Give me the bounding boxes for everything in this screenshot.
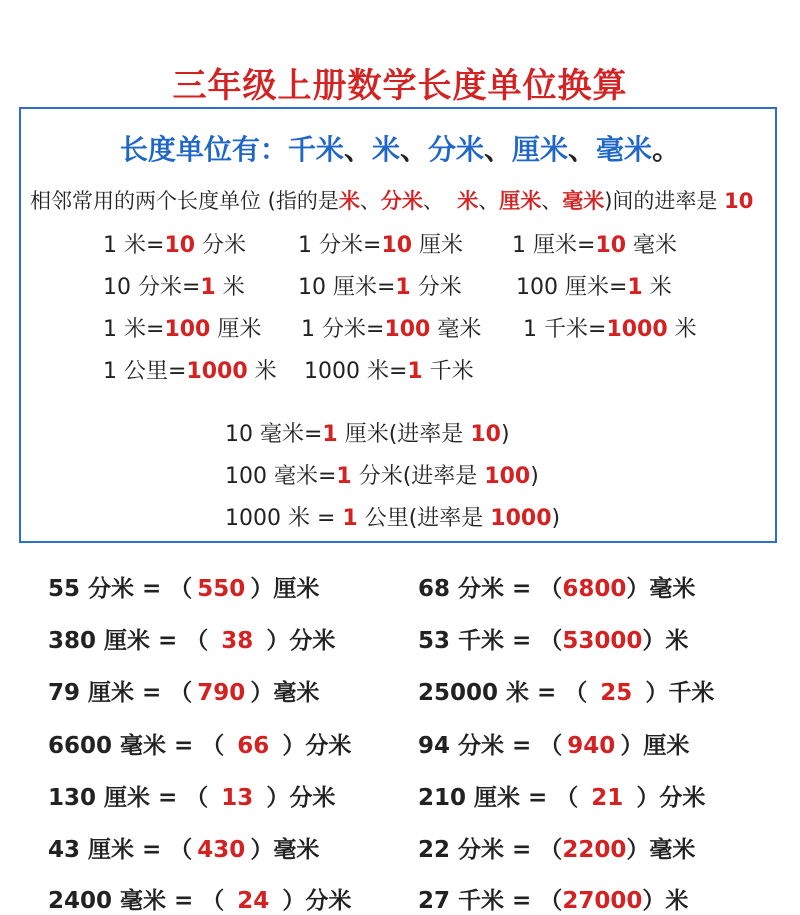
text-segment: 27000 [562, 888, 643, 914]
rate-value: 10 [724, 189, 754, 213]
exercise-item [418, 779, 705, 812]
text-segment: ）分米 [266, 785, 336, 811]
text-segment: ）分米 [636, 785, 706, 811]
equality [298, 270, 462, 301]
separator: 、 [568, 133, 597, 166]
separator: 、 [343, 133, 372, 166]
rate-suffix: )间的进率是 [604, 189, 725, 213]
rate-unit: 米 [338, 189, 360, 213]
text-segment: 100 [384, 317, 431, 342]
text-segment: ）厘米 [250, 576, 320, 602]
exercise-item [48, 779, 335, 812]
text-segment: ）厘米 [620, 733, 690, 759]
rate-equality [225, 501, 560, 532]
text-segment: 1 [342, 506, 358, 531]
text-segment: ）分米 [282, 733, 352, 759]
equality [304, 354, 474, 385]
text-segment: 210 厘米 = （ [418, 785, 579, 811]
rate-prefix: 相邻常用的两个长度单位 (指的是 [30, 189, 339, 213]
text-segment: ）分米 [266, 628, 336, 654]
text-segment: 毫米 [626, 233, 678, 258]
text-segment: 1 米= [103, 233, 165, 258]
text-segment: 米 [667, 317, 697, 342]
text-segment: 10 [595, 233, 627, 258]
text-segment: 100 [484, 464, 531, 489]
separator: 、 [484, 133, 513, 166]
exercise-item [418, 831, 695, 864]
rate-unit: 厘米 [499, 189, 542, 213]
rate-equality [225, 417, 510, 448]
text-segment: ）米 [642, 888, 689, 914]
text-segment: 2200 [562, 837, 627, 863]
text-segment: 79 厘米 = （ [48, 680, 193, 706]
text-segment: ）米 [642, 628, 689, 654]
text-segment: 分米(进率是 [351, 464, 485, 489]
equality [103, 312, 261, 343]
text-segment: 55 分米 = （ [48, 576, 193, 602]
text-segment: 1 米= [103, 317, 165, 342]
text-segment: 380 厘米 = （ [48, 628, 209, 654]
text-segment: 1 分米= [301, 317, 385, 342]
text-segment: 22 分米 = （ [418, 837, 563, 863]
page-title: 三年级上册数学长度单位换算 [172, 66, 628, 106]
exercise-item [48, 882, 351, 915]
equality [298, 228, 463, 259]
text-segment: 1 [322, 422, 338, 447]
rate-unit: 米 [457, 189, 479, 213]
text-segment: ）毫米 [626, 576, 696, 602]
text-segment: 1000 [186, 359, 248, 384]
text-segment: 公里(进率是 [357, 506, 491, 531]
text-segment: 66 [237, 733, 270, 759]
text-segment: 米 [215, 275, 245, 300]
exercise-item [418, 622, 688, 655]
text-segment: 100 [164, 317, 211, 342]
text-segment: 6600 毫米 = （ [48, 733, 225, 759]
text-segment: 10 分米= [103, 275, 201, 300]
equality [103, 270, 245, 301]
text-segment: 千米 [422, 359, 474, 384]
unit-mm: 毫米 [596, 133, 653, 166]
equality [103, 228, 246, 259]
equality [512, 228, 677, 259]
rate-line: 相邻常用的两个长度单位 (指的是米、分米、 米、厘米、毫米)间的进率是 10 [30, 189, 754, 213]
unit-m: 米 [371, 133, 400, 166]
text-segment: 1 公里= [103, 359, 187, 384]
rate-unit: 分米 [380, 189, 423, 213]
exercise-item [48, 727, 351, 760]
exercise-item [48, 674, 319, 707]
text-segment: 分米 [195, 233, 247, 258]
text-segment: 10 厘米= [298, 275, 396, 300]
unit-km: 千米 [287, 133, 344, 166]
text-segment: 130 厘米 = （ [48, 785, 209, 811]
text-segment: 1 千米= [523, 317, 607, 342]
text-segment: 1000 米 = [225, 506, 343, 531]
text-segment: 790 [197, 680, 246, 706]
exercise-item [48, 831, 319, 864]
rate-equality [225, 459, 539, 490]
text-segment: 13 [221, 785, 254, 811]
text-segment: 1 [627, 275, 643, 300]
text-segment: 10 [164, 233, 196, 258]
equality [103, 354, 277, 385]
text-segment: 24 [237, 888, 270, 914]
text-segment: 100 毫米= [225, 464, 337, 489]
equality [301, 312, 481, 343]
text-segment: 厘米 [210, 317, 262, 342]
exercise-item [418, 727, 689, 760]
separator: 、 [399, 133, 428, 166]
text-segment: 1 分米= [298, 233, 382, 258]
text-segment: 53000 [562, 628, 643, 654]
units-label: 长度单位有： [119, 133, 288, 166]
text-segment: 27 千米 = （ [418, 888, 563, 914]
text-segment: 21 [591, 785, 624, 811]
exercise-item [418, 674, 714, 707]
text-segment: 1 [336, 464, 352, 489]
exercise-item [418, 882, 688, 915]
text-segment: 94 分米 = （ [418, 733, 563, 759]
text-segment: 1000 [490, 506, 552, 531]
text-segment: 米 [247, 359, 277, 384]
text-segment: 38 [221, 628, 254, 654]
text-segment: 厘米(进率是 [337, 422, 471, 447]
text-segment: 毫米 [430, 317, 482, 342]
text-segment: 米 [642, 275, 672, 300]
text-segment: 550 [197, 576, 246, 602]
text-segment: 53 千米 = （ [418, 628, 563, 654]
unit-cm: 厘米 [512, 133, 569, 166]
text-segment: 25000 米 = （ [418, 680, 588, 706]
text-segment: 25 [600, 680, 633, 706]
text-segment: 1000 [606, 317, 668, 342]
rate-unit: 毫米 [562, 189, 605, 213]
units-line [0, 128, 800, 168]
text-segment: 10 毫米= [225, 422, 323, 447]
unit-dm: 分米 [427, 133, 484, 166]
text-segment: 100 厘米= [516, 275, 628, 300]
period: 。 [652, 133, 681, 166]
text-segment: 1 [200, 275, 216, 300]
text-segment: 6800 [562, 576, 627, 602]
exercise-item [418, 570, 695, 603]
text-segment: ) [530, 464, 539, 489]
text-segment: 1 厘米= [512, 233, 596, 258]
text-segment: 940 [567, 733, 616, 759]
text-segment: 分米 [410, 275, 462, 300]
text-segment: 1 [395, 275, 411, 300]
text-segment: ) [500, 422, 510, 447]
text-segment: 2400 毫米 = （ [48, 888, 225, 914]
text-segment: ）分米 [282, 888, 352, 914]
text-segment: 1 [407, 359, 423, 384]
text-segment: 10 [381, 233, 413, 258]
text-segment: ) [551, 506, 561, 531]
text-segment: 厘米 [412, 233, 464, 258]
text-segment: ）毫米 [250, 837, 320, 863]
text-segment: 430 [197, 837, 246, 863]
text-segment: ）毫米 [250, 680, 320, 706]
text-segment: 10 [470, 422, 501, 447]
equality [516, 270, 672, 301]
text-segment: 43 厘米 = （ [48, 837, 193, 863]
equality [523, 312, 697, 343]
exercise-item [48, 622, 335, 655]
text-segment: 68 分米 = （ [418, 576, 563, 602]
exercise-item [48, 570, 319, 603]
text-segment: 1000 米= [304, 359, 408, 384]
text-segment: ）毫米 [626, 837, 696, 863]
text-segment: ）千米 [645, 680, 715, 706]
